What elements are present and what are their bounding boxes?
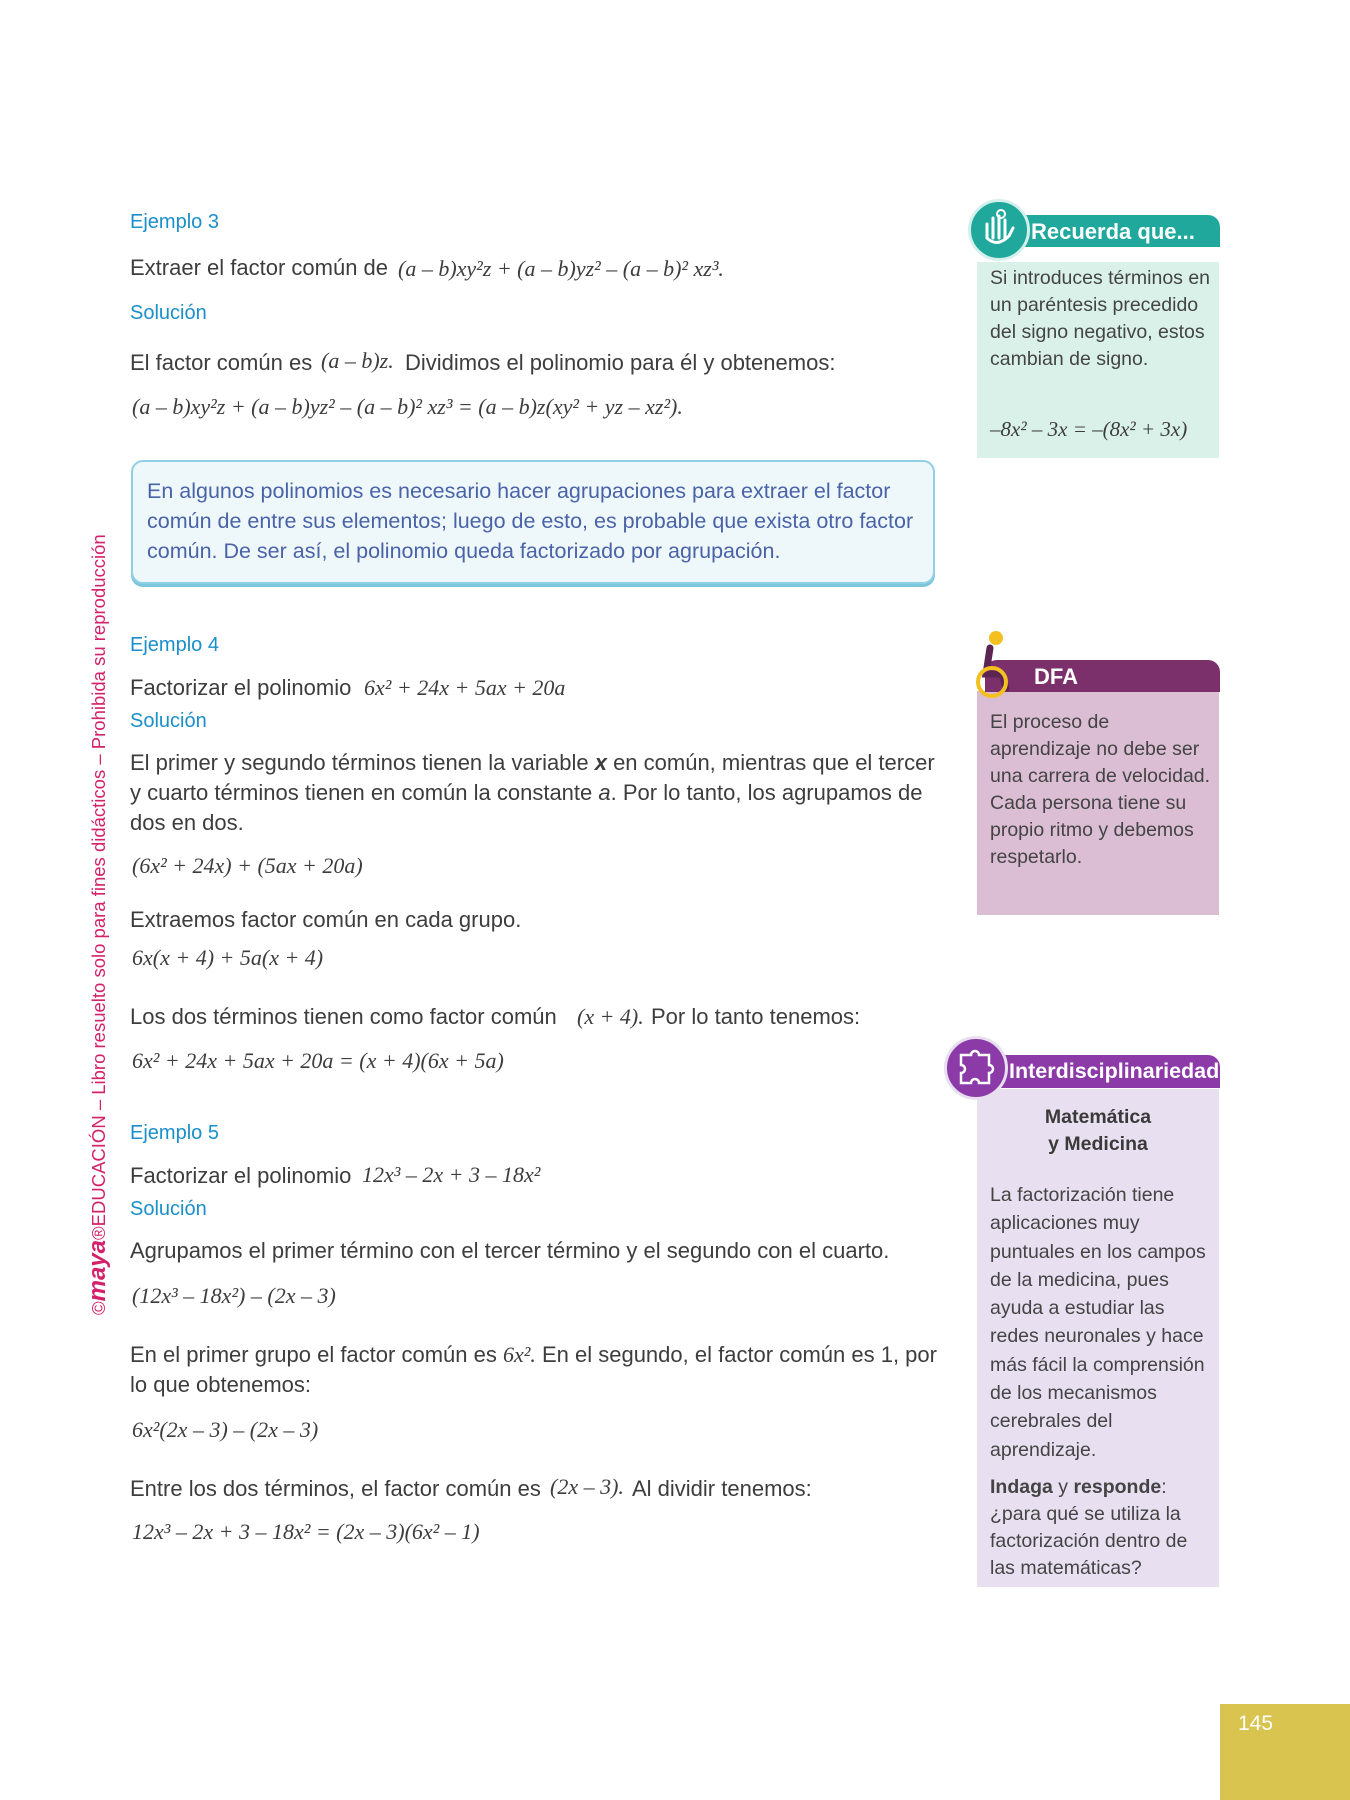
ejemplo-4-title: Ejemplo 4	[130, 634, 219, 656]
ejemplo-4-prompt: Factorizar el polinomio	[130, 675, 352, 700]
ejemplo-5-prompt: Factorizar el polinomio	[130, 1163, 352, 1188]
ejemplo-3-prompt: Extraer el factor común de	[130, 255, 389, 280]
ejemplo-4-common-factor: (x + 4).	[577, 1004, 644, 1029]
inter-question-text: : ¿para qué se utiliza la factorización dentro de las matemáticas?	[990, 1476, 1188, 1579]
ejemplo-3-line1-text: El factor común es	[130, 350, 313, 375]
ejemplo-3-result: (a – b)xy²z + (a – b)yz² – (a – b)² xz³ = (a – b)z(xy² + yz – xz²).	[132, 394, 683, 419]
inter-question-y: y	[1058, 1476, 1069, 1498]
hand-icon	[968, 199, 1030, 261]
ejemplo-5-first-rest: En el segundo, el factor común es 1, por lo que obtenemos:	[130, 1342, 937, 1397]
copyright-vertical-text	[84, 534, 112, 1315]
ejemplo-4-both-text: Los dos términos tienen como factor común	[130, 1004, 557, 1029]
copyright-notice: EDUCACIÓN – Libro resuelto solo para fines didácticos – Prohibida su reproducción	[88, 534, 109, 1227]
inter-question-indaga: Indaga	[990, 1476, 1053, 1498]
ejemplo-5-grouping: (12x³ – 18x²) – (2x – 3)	[132, 1283, 336, 1308]
inter-question-responde: responde	[1073, 1476, 1162, 1498]
puzzle-icon-glyph	[947, 1039, 1005, 1097]
dfa-body: El proceso de aprendizaje no debe ser una carrera de velocidad. Cada persona tiene su propio ritmo y debemos respetarlo.	[990, 711, 1211, 868]
ejemplo-4-solucion: Solución	[130, 710, 207, 732]
ejemplo-4-paragraph	[130, 748, 942, 838]
ejemplo-3-line1-rest: Dividimos el polinomio para él y obtenemos:	[405, 350, 836, 375]
ejemplo-5-first-factor: 6x².	[502, 1342, 536, 1367]
ejemplo-4-constant: a	[598, 780, 611, 805]
brand-logo-text: maya	[84, 1239, 111, 1302]
ejemplo-5-solucion: Solución	[130, 1198, 207, 1220]
copyright-symbol: ©	[88, 1301, 109, 1315]
ejemplo-4-result: 6x² + 24x + 5ax + 20a = (x + 4)(6x + 5a)	[132, 1048, 504, 1073]
ejemplo-3-solucion: Solución	[130, 302, 207, 324]
recuerda-title: Recuerda que...	[1031, 219, 1195, 244]
ejemplo-4-para-part1: El primer y segundo términos tienen la variable	[130, 750, 589, 775]
ejemplo-3-common-factor: (a – b)z.	[321, 348, 394, 373]
registered-symbol: ®	[88, 1226, 109, 1240]
ejemplo-5-step: 6x²(2x – 3) – (2x – 3)	[132, 1417, 319, 1442]
ejemplo-4-grouping: (6x² + 24x) + (5ax + 20a)	[132, 853, 363, 878]
ejemplo-4-para-part2: en común, mientras que el tercer y cuarto términos tienen en común la constante	[130, 750, 935, 805]
ejemplo-4-both-rest: Por lo tanto tenemos:	[651, 1004, 861, 1029]
page-number: 145	[1238, 1712, 1274, 1735]
ejemplo-5-expression: 12x³ – 2x + 3 – 18x²	[362, 1162, 541, 1187]
dfa-header	[985, 660, 1220, 692]
recuerda-body: Si introduces términos en un paréntesis precedido del signo negativo, estos cambian de signo.	[990, 267, 1211, 370]
ejemplo-5-title: Ejemplo 5	[130, 1122, 219, 1144]
ejemplo-3-title: Ejemplo 3	[130, 211, 219, 233]
inter-body: La factorización tiene aplicaciones muy puntuales en los campos de la medicina, pues ayuda a estudiar las redes neuronales y hace más fácil la comprensión de los mecanismos cerebrales del aprendizaje.	[990, 1184, 1206, 1461]
hand-icon-glyph	[971, 202, 1027, 258]
dfa-title: DFA	[1034, 664, 1078, 689]
accessibility-icon	[968, 628, 1020, 702]
grouping-note-text: En algunos polinomios es necesario hacer agrupaciones para extraer el factor común de entre sus elementos; luego de esto, es probable que exista otro factor común. De ser así, el polinomio queda factorizado por agrupación.	[147, 479, 914, 563]
ejemplo-3-expression: (a – b)xy²z + (a – b)yz² – (a – b)² xz³.	[398, 256, 724, 281]
dfa-figure-icon	[968, 628, 1020, 702]
ejemplo-5-between-text: Entre los dos términos, el factor común es	[130, 1476, 541, 1501]
ejemplo-4-para-part3: . Por lo tanto, los agrupamos de dos en dos.	[130, 780, 923, 835]
inter-subtitle-line1: Matemática	[1044, 1106, 1152, 1128]
ejemplo-5-group-text: Agrupamos el primer término con el tercer término y el segundo con el cuarto.	[130, 1238, 890, 1263]
recuerda-expression: –8x² – 3x = –(8x² + 3x)	[990, 417, 1188, 441]
ejemplo-4-extract-text: Extraemos factor común en cada grupo.	[130, 907, 522, 932]
inter-subtitle	[977, 1104, 1219, 1158]
ejemplo-4-step: 6x(x + 4) + 5a(x + 4)	[132, 945, 324, 970]
grouping-note-box	[131, 460, 935, 584]
inter-question	[990, 1474, 1215, 1582]
ejemplo-4-variable: x	[594, 750, 607, 775]
inter-subtitle-line2: y Medicina	[1048, 1133, 1148, 1155]
ejemplo-5-first-text: En el primer grupo el factor común es	[130, 1342, 497, 1367]
inter-title: Interdisciplinariedad	[1009, 1059, 1220, 1083]
ejemplo-5-result: 12x³ – 2x + 3 – 18x² = (2x – 3)(6x² – 1)	[132, 1519, 480, 1544]
ejemplo-5-between-rest: Al dividir tenemos:	[632, 1476, 812, 1501]
ejemplo-5-first-paragraph	[130, 1340, 942, 1400]
puzzle-icon	[944, 1036, 1008, 1100]
ejemplo-5-common-factor: (2x – 3).	[550, 1474, 624, 1499]
ejemplo-4-expression: 6x² + 24x + 5ax + 20a	[364, 675, 566, 700]
